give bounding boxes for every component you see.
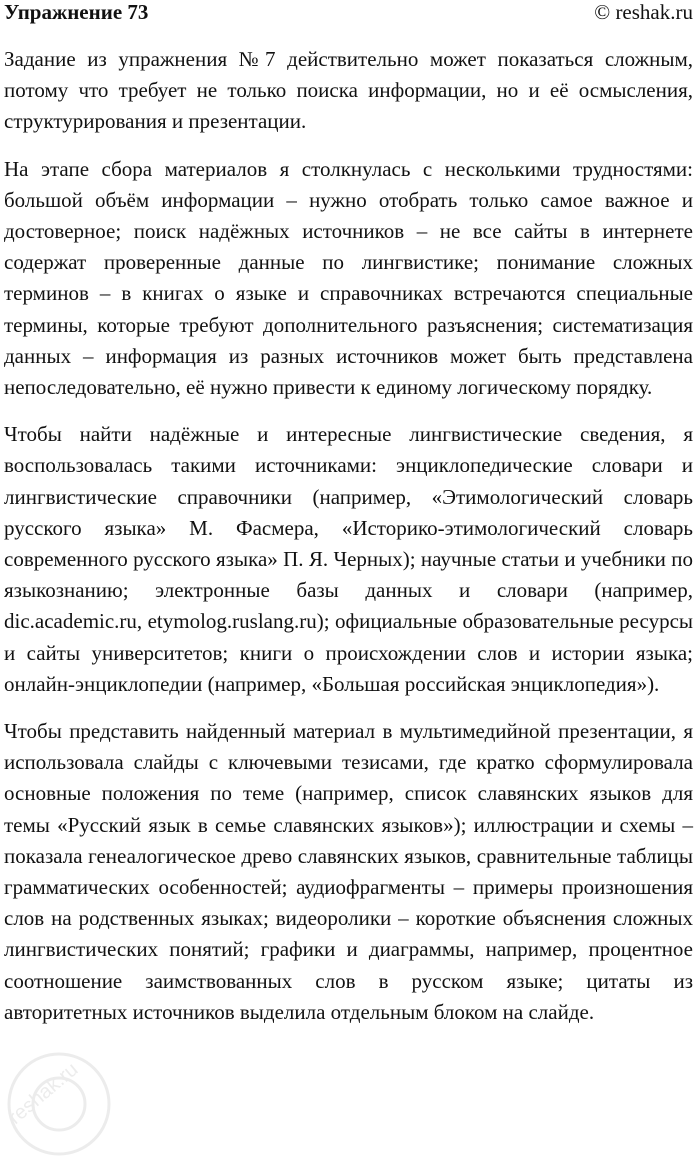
- page-header: [4, 0, 693, 30]
- svg-text:reshak.ru: reshak.ru: [4, 1058, 83, 1129]
- paragraph-difficulties: На этапе сбора материалов я столкнулась с несколькими трудностями: большой объём информации – нужно отобрать только самое важное и достоверное; поиск надёжных источников – не все сайты в интернете содержат проверенные данные по лингвистике; понимание сложных терминов – в книгах о языке и справочниках встречаются специальные термины, которые требуют дополнительного разъяснения; систематизация данных – информация из разных источников может быть представлена непоследовательно, её нужно привести к единому логическому порядку.: [4, 156, 693, 400]
- copyright-label: © reshak.ru: [594, 0, 693, 24]
- paragraph-sources: Чтобы найти надёжные и интересные лингвистические сведения, я воспользовалась такими источниками: энциклопедические словари и лингвистические справочники (например, «Этимологический словарь русского языка» М. Фасмера, «Историко-этимологический словарь современного русского языка» П. Я. Черных); научные статьи и учебники по языкознанию; электронные базы данных и словари (например, dic.academic.ru, etymolog.ruslang.ru); официальные образовательные ресурсы и сайты университетов; книги о происхождении слов и истории языка; онлайн-энциклопедии (например, «Большая российская энциклопедия»).: [4, 422, 693, 696]
- paragraph-intro: Задание из упражнения №7 действительно может показаться сложным, потому что требует не только поиска информации, но и её осмысления, структурирования и презентации.: [4, 47, 693, 134]
- reshak-watermark-logo: [4, 1032, 134, 1162]
- paragraph-presentation: Чтобы представить найденный материал в мультимедийной презентации, я использовала слайды с ключевыми тезисами, где кратко сформулировала основные положения по теме (например, список славянских языков для темы «Русский язык в семье славянских языков»); иллюстрации и схемы – показала генеалогическое древо славянских языков, сравнительные таблицы грамматических особенностей; аудиофрагменты – примеры произношения слов на родственных языках; видеоролики – короткие объяснения сложных лингвистических понятий; графики и диаграммы, например, процентное соотношение заимствованных слов в русском языке; цитаты из авторитетных источников выделила отдельным блоком на слайде.: [4, 719, 693, 1024]
- exercise-title: Упражнение 73: [4, 0, 149, 24]
- document-body: [4, 44, 693, 1044]
